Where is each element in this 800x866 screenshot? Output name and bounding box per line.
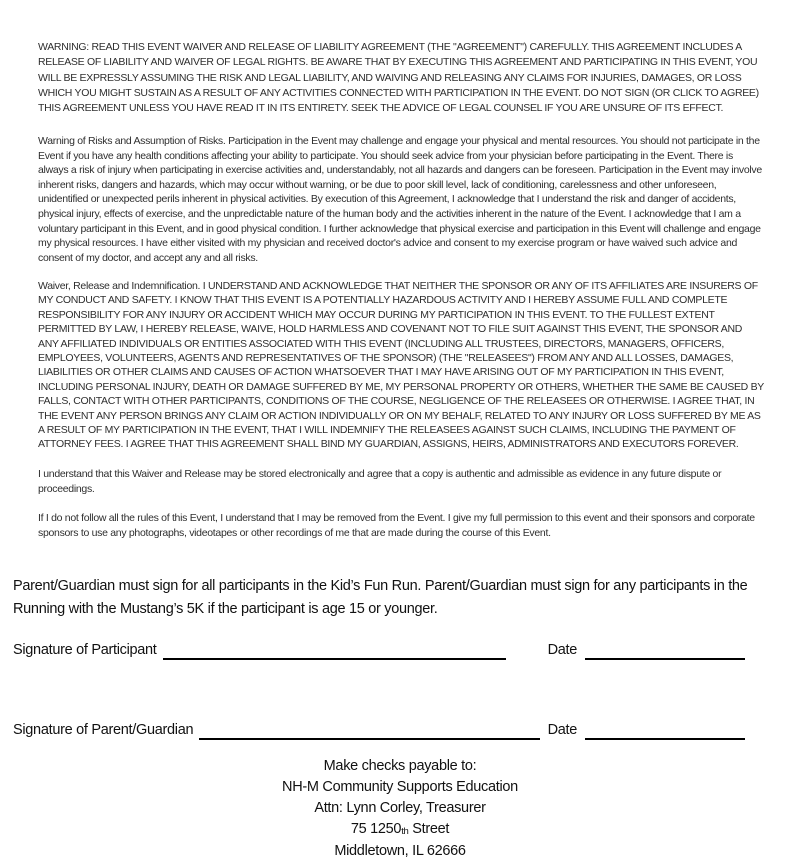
participant-signature-row <box>13 636 745 660</box>
guardian-date-label: Date <box>547 722 577 738</box>
payee-attention-line: Attn: Lynn Corley, Treasurer <box>314 800 486 816</box>
participant-date-line[interactable] <box>585 637 745 660</box>
waiver-release-indemnification-paragraph: Waiver, Release and Indemnification. I UNDERSTAND AND ACKNOWLEDGE THAT NEITHER THE SPONSOR OR ANY OF ITS AFFILIATES ARE INSURERS OF MY CONDUCT AND SAFETY. I KNOW THAT THIS EVENT IS A POTENTIALLY HAZARDOUS ACTIVITY AND I HEREBY ASSUME FULL AND COMPLETE RESPONSIBILITY FOR ANY INJURY OR ACCIDENT WHICH MAY OCCUR DURING MY PARTICIPATION IN THIS EVENT. TO THE FULLEST EXTENT PERMITTED BY LAW, I HEREBY RELEASE, WAIVE, HOLD HARMLESS AND COVENANT NOT TO FILE SUIT AGAINST THIS EVENT, THE SPONSOR AND ANY AFFILIATED INDIVIDUALS OR ENTITIES ASSOCIATED WITH THIS EVENT (INCLUDING ALL TRUSTEES, DIRECTORS, MANAGERS, OFFICERS, EMPLOYEES, VOLUNTEERS, AGENTS AND REPRESENTATIVES OF THE SPONSOR) (THE "RELEASEES") FROM ANY AND ALL LOSSES, DAMAGES, LIABILITIES OR OTHER CLAIMS AND CAUSES OF ACTION WHATSOEVER THAT I MAY HAVE ARISING OUT OF MY PARTICIPATION IN THIS EVENT, INCLUDING PERSONAL INJURY, DEATH OR DAMAGE SUFFERED BY ME, MY PERSONAL PROPERTY OR OTHERS, WHETHER THE SAME BE CAUSED BY FALLS, CONTACT WITH OTHER PARTICIPANTS, CONDITIONS OF THE COURSE, NEGLIGENCE OF THE RELEASEES OR OTHERWISE. I AGREE THAT, IN THE EVENT ANY PERSON BRINGS ANY CLAIM OR ACTION INDIVIDUALLY OR ON MY BEHALF, RELATED TO ANY INJURY OR LOSS SUFFERED BY ME AS A RESULT OF MY PARTICIPATION IN THE EVENT, THAT I WILL INDEMNIFY THE RELEASEES AGAINST SUCH CLAIMS, INCLUDING THE PAYMENT OF ATTORNEY FEES. I AGREE THAT THIS AGREEMENT SHALL BIND MY GUARDIAN, ASSIGNS, HEIRS, ADMINISTRATORS AND EXECUTORS FOREVER. <box>38 280 764 451</box>
warning-paragraph: WARNING: READ THIS EVENT WAIVER AND RELEASE OF LIABILITY AGREEMENT (THE "AGREEMENT") CAREFULLY. THIS AGREEMENT INCLUDES A RELEASE OF LIABILITY AND WAIVER OF LEGAL RIGHTS. BE AWARE THAT BY EXECUTING THIS AGREEMENT AND PARTICIPATING IN THIS EVENT, YOU WILL BE EXPRESSLY ASSUMING THE RISK AND LEGAL LIABILITY, AND WAIVING AND RELEASING ANY CLAIMS FOR INJURIES, DAMAGES, OR LOSS WHICH YOU MIGHT SUSTAIN AS A RESULT OF ANY ACTIVITIES CONNECTED WITH PARTICIPATION IN THE EVENT. DO NOT SIGN (OR CLICK TO AGREE) THIS AGREEMENT UNLESS YOU HAVE READ IT IN ITS ENTIRETY. SEEK THE ADVICE OF LEGAL COUNSEL IF YOU ARE UNSURE OF ITS EFFECT. <box>38 41 759 115</box>
participant-signature-label: Signature of Participant <box>13 642 157 658</box>
payee-city-state-zip: Middletown, IL 62666 <box>334 843 466 859</box>
checks-payable-heading: Make checks payable to: <box>323 758 477 774</box>
street-number: 75 1250 <box>350 821 402 837</box>
guardian-date-line[interactable] <box>585 717 745 740</box>
participant-date-label: Date <box>547 642 577 658</box>
guardian-signature-row <box>13 716 745 740</box>
payee-street-line <box>0 819 800 841</box>
guardian-signature-label: Signature of Parent/Guardian <box>13 722 194 738</box>
payee-organization: NH-M Community Supports Education <box>282 779 518 795</box>
payment-info-block <box>0 756 800 862</box>
guardian-signing-instructions: Parent/Guardian must sign for all participants in the Kid’s Fun Run. Parent/Guardian must sign for any participants in the Running with the Mustang’s 5K if the participant is age 15 or younger. <box>13 578 748 617</box>
electronic-storage-paragraph: I understand that this Waiver and Release may be stored electronically and agree that a copy is authentic and admissible as evidence in any future dispute or proceedings. <box>38 468 722 495</box>
guardian-signature-line[interactable] <box>199 717 539 740</box>
street-name: Street <box>412 821 450 837</box>
rules-and-media-paragraph: If I do not follow all the rules of this Event, I understand that I may be removed from the Event. I give my full permission to this event and their sponsors and corporate sponsors to use any photographs, videotapes or other recordings of me that are made during the course of this Event. <box>38 512 755 539</box>
risks-assumption-paragraph: Warning of Risks and Assumption of Risks. Participation in the Event may challenge and engage your physical and mental resources. You should not participate in the Event if you have any health conditions affecting your ability to participate. You should seek advice from your physician before participating in the Event. There is always a risk of injury when participating in exercise activities and, understandably, not all hazards and dangers can be foreseen. Participation in the Event may involve inherent risks, dangers and hazards, which may occur without warning, or be due to poor skill level, lack of conditioning, carelessness and other unforeseen, unidentified or unexpected perils inherent in physical activities. By execution of this Agreement, I acknowledge that I understand the risk and danger of accidents, physical injury, effects of exercise, and the unpredictable nature of the human body and the activities inherent in the nature of the Event. I acknowledge that I am a voluntary participant in this Event, and in good physical condition. I further acknowledge that physical exercise and participation in this Event will challenge and engage my physical resources. I have either visited with my physician and received doctor's advice and consent to my exercise program or have waived such advice and consent of my doctor, and accept any and all risks. <box>38 135 762 264</box>
street-ordinal-suffix: th <box>401 826 409 837</box>
participant-signature-line[interactable] <box>163 637 506 660</box>
legal-text-section <box>38 40 764 573</box>
